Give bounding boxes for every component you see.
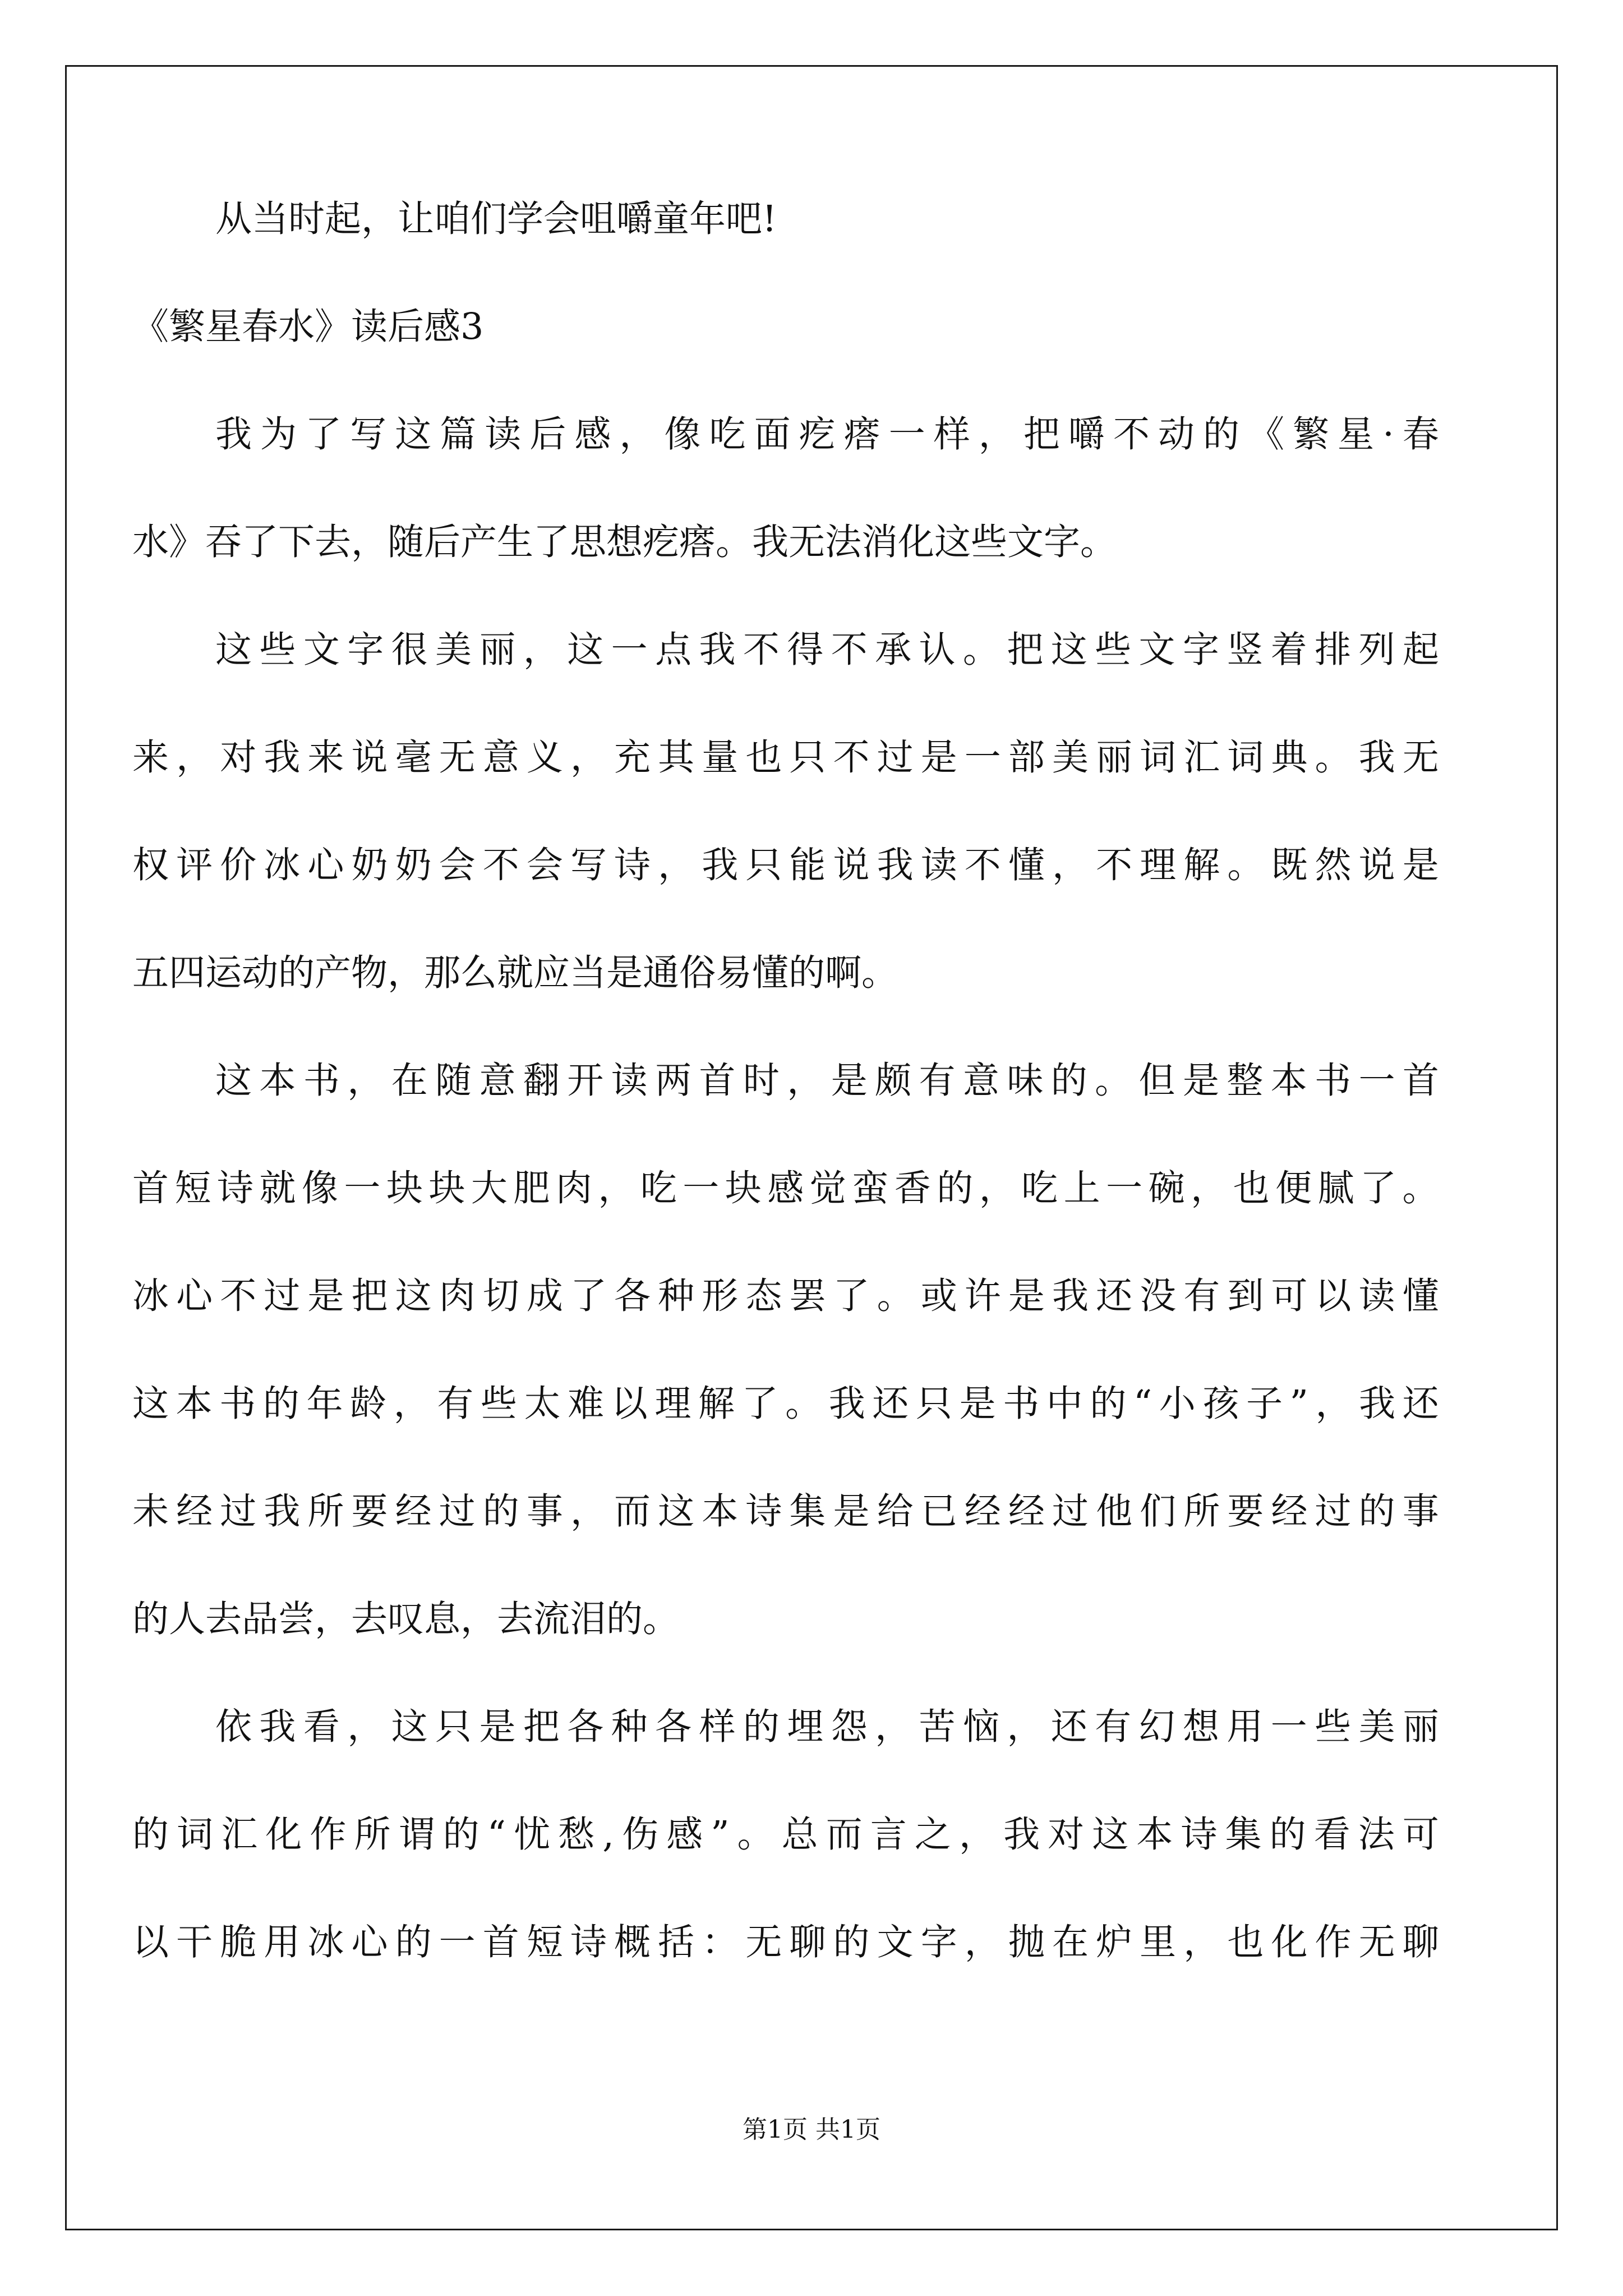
text-line: 首 短 诗 就 像 一 块 块 大 肥 肉 ， 吃 一 块 感 觉 蛮 香 的 ， 吃 上 一 碗 ， 也 便 腻 了 。: [132, 1167, 1439, 1209]
text-line: 从当时起，让咱们学会咀嚼童年吧!: [215, 198, 777, 240]
text-line: 五四运动的产物，那么就应当是通俗易懂的啊。: [132, 952, 898, 994]
text-line: 未 经 过 我 所 要 经 过 的 事 ， 而 这 本 诗 集 是 给 已 经 经 过 他 们 所 要 经 过 的 事: [132, 1490, 1439, 1533]
page-footer: [0, 2109, 1623, 2145]
text-line: 来 ， 对 我 来 说 毫 无 意 义 ， 充 其 量 也 只 不 过 是 一 部 美 丽 词 汇 词 典 。 我 无: [132, 737, 1439, 779]
text-line: 的 词 汇 化 作 所 谓 的 “ 忧 愁 , 伤 感 ” 。 总 而 言 之 ， 我 对 这 本 诗 集 的 看 法 可: [132, 1814, 1439, 1856]
text-line: 以 干 脆 用 冰 心 的 一 首 短 诗 概 括 ： 无 聊 的 文 字 ， 抛 在 炉 里 ， 也 化 作 无 聊: [132, 1921, 1439, 1963]
section-title: 《繁星春水》读后感3: [132, 306, 484, 348]
text-line: 这 些 文 字 很 美 丽 ， 这 一 点 我 不 得 不 承 认 。 把 这 些 文 字 竖 着 排 列 起: [215, 629, 1439, 671]
text-line: 我 为 了 写 这 篇 读 后 感 ， 像 吃 面 疙 瘩 一 样 ， 把 嚼 不 动 的 《 繁 星 · 春: [215, 413, 1439, 455]
text-line: 这 本 书 的 年 龄 ， 有 些 太 难 以 理 解 了 。 我 还 只 是 书 中 的 “ 小 孩 子 ” ， 我 还: [132, 1383, 1439, 1425]
text-line: 这 本 书 ， 在 随 意 翻 开 读 两 首 时 ， 是 颇 有 意 味 的 。 但 是 整 本 书 一 首: [215, 1060, 1439, 1102]
document-body: [132, 194, 1439, 1968]
page-number-label: 第1页 共1页: [743, 2115, 880, 2144]
text-line: 水》吞了下去，随后产生了思想疙瘩。我无法消化这些文字。: [132, 521, 1117, 563]
text-line: 的人去品尝，去叹息，去流泪的。: [132, 1598, 680, 1640]
text-line: 冰 心 不 过 是 把 这 肉 切 成 了 各 种 形 态 罢 了 。 或 许 是 我 还 没 有 到 可 以 读 懂: [132, 1275, 1439, 1317]
text-line: 依 我 看 ， 这 只 是 把 各 种 各 样 的 埋 怨 ， 苦 恼 ， 还 有 幻 想 用 一 些 美 丽: [215, 1706, 1439, 1748]
text-line: 权 评 价 冰 心 奶 奶 会 不 会 写 诗 ， 我 只 能 说 我 读 不 懂 ， 不 理 解 。 既 然 说 是: [132, 844, 1439, 886]
